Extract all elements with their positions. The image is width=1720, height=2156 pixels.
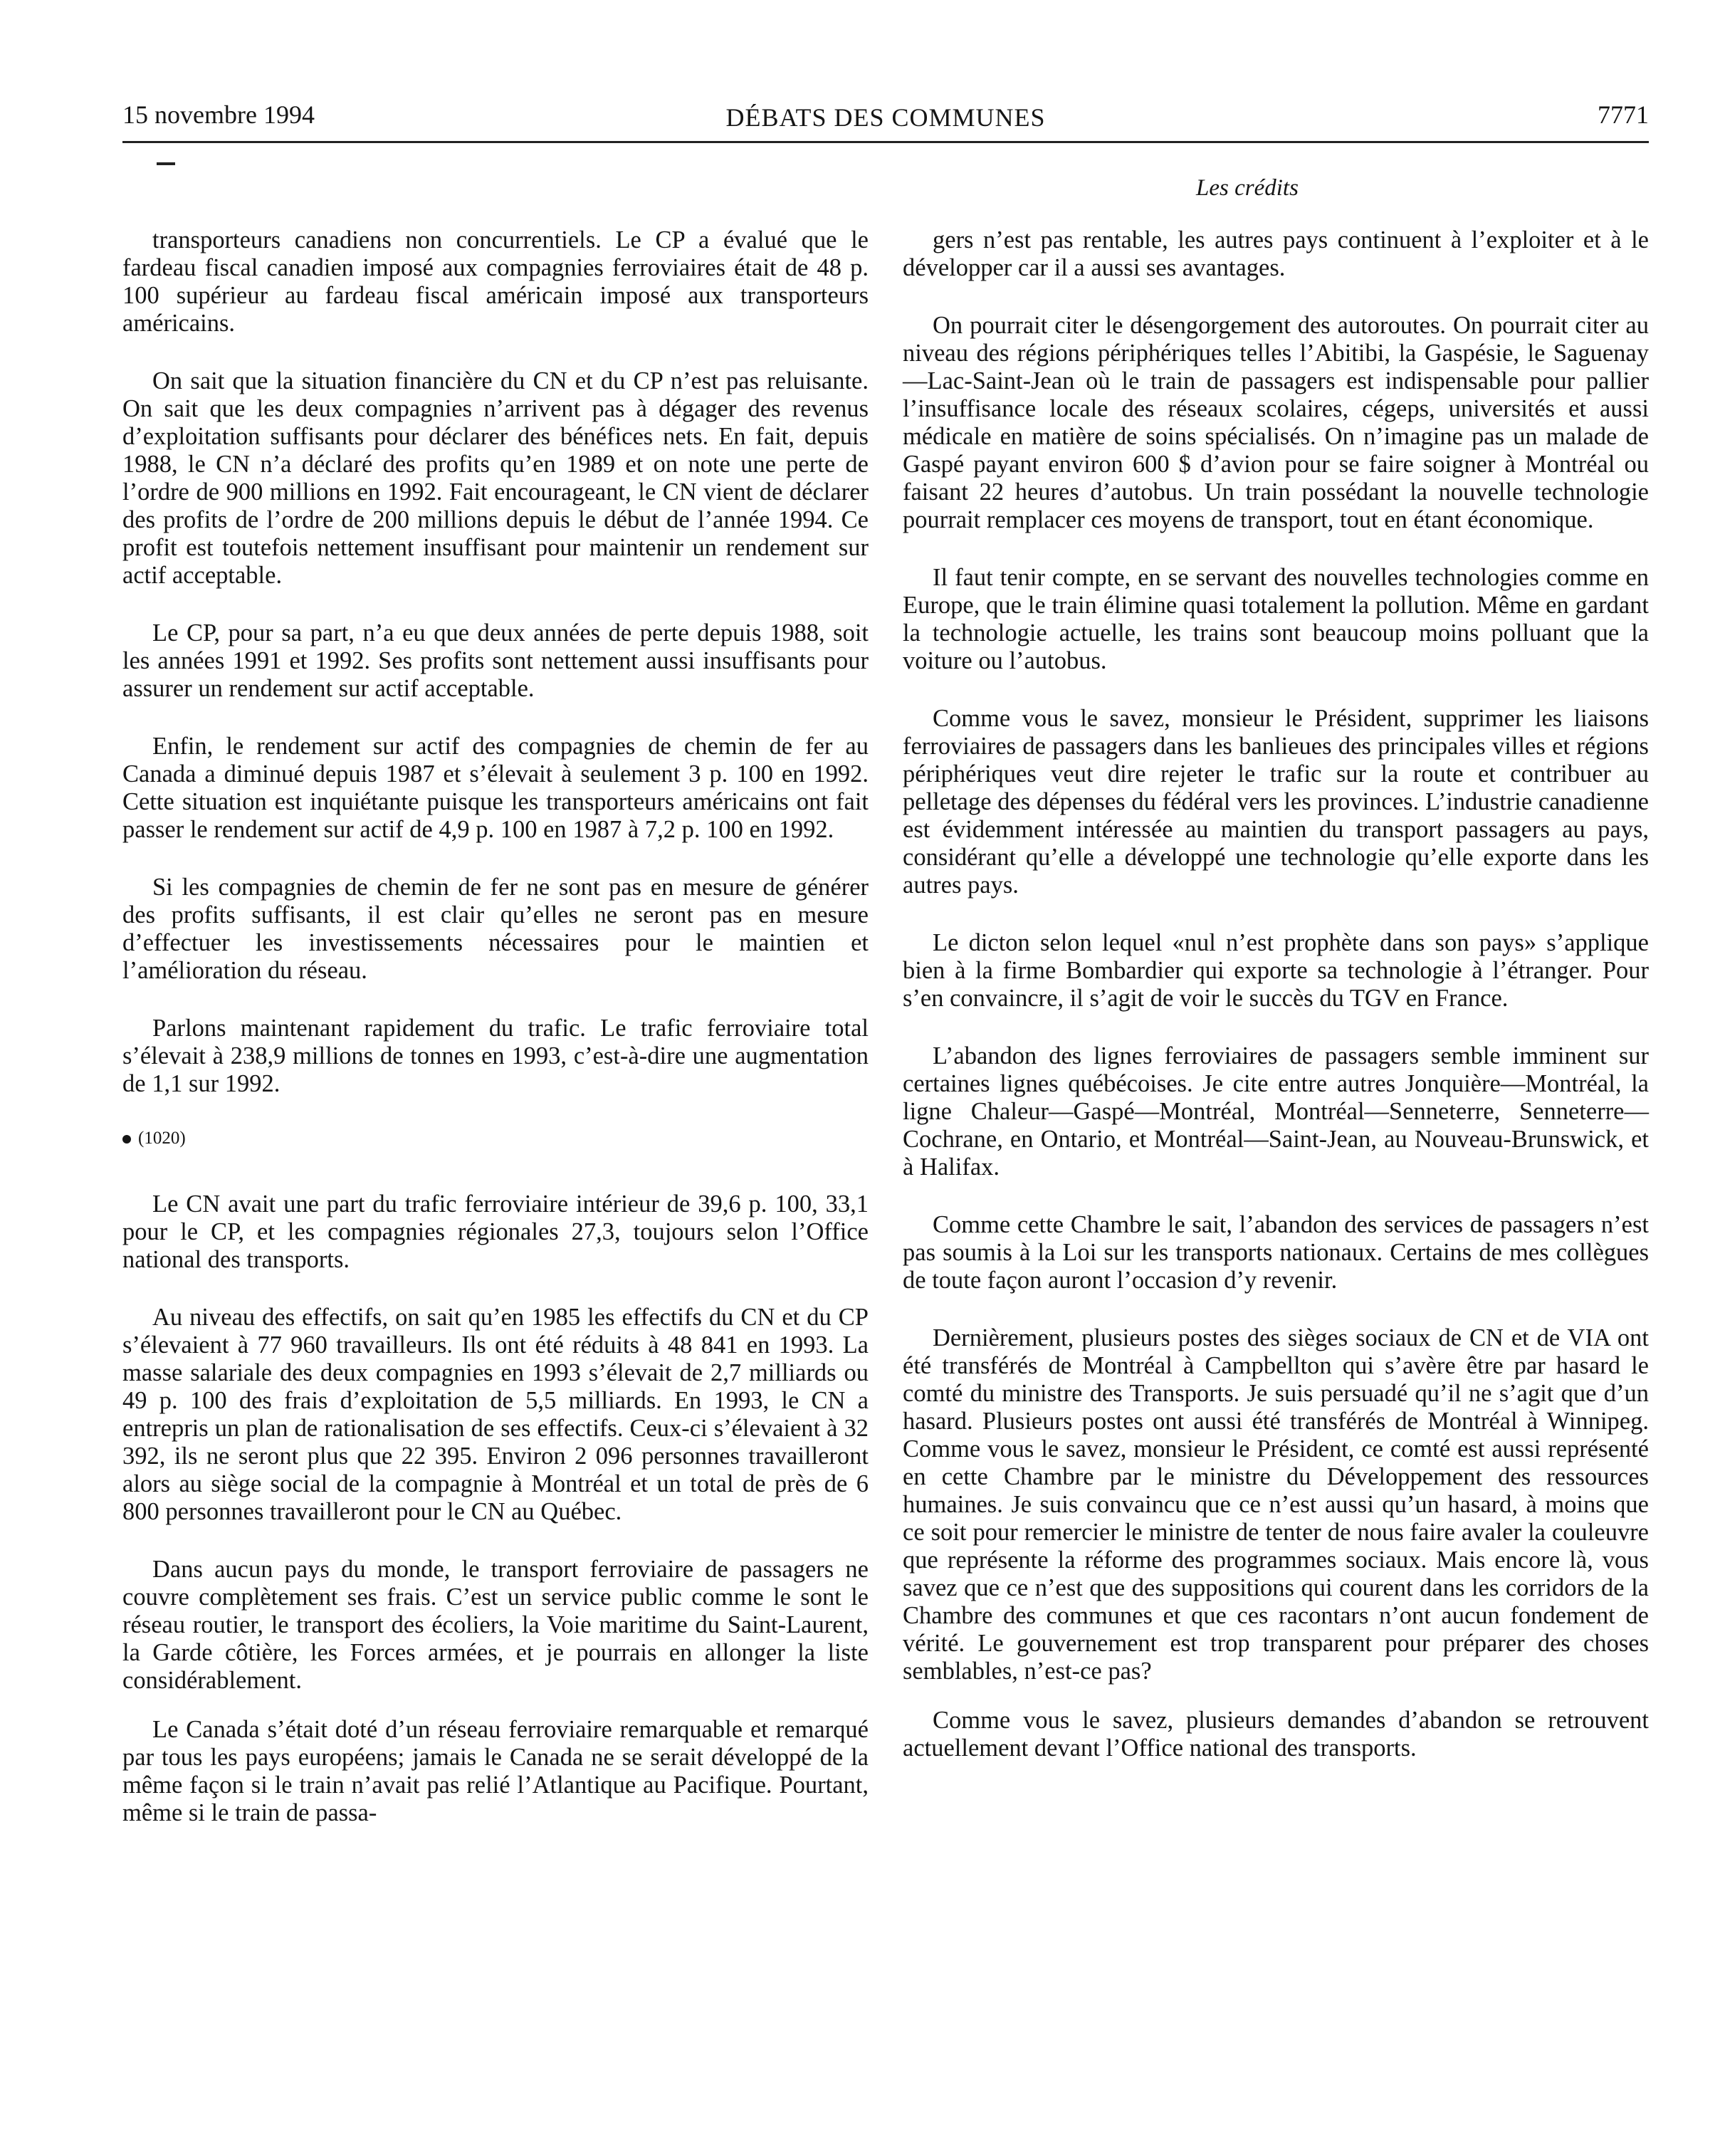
paragraph: Il faut tenir compte, en se servant des nouvelles technologies comme en Europe, que le train élimine quasi totalement la pollution. Même en gardant la technologie actuelle, les trains sont beaucoup moins polluant que la voiture ou l’autobus. (903, 564, 1649, 674)
page-header (122, 100, 1649, 140)
paragraph: Comme vous le savez, plusieurs demandes d’abandon se retrouvent actuellement devant l’Office national des transports. (903, 1707, 1649, 1762)
paragraph: Si les compagnies de chemin de fer ne sont pas en mesure de générer des profits suffisants, il est clair qu’elles ne seront pas en mesure d’effectuer les investissements nécessaires pour le maintien et l’amélioration du réseau. (122, 874, 869, 984)
paragraph: Comme vous le savez, monsieur le Président, supprimer les liaisons ferroviaires de passagers dans les banlieues des principales villes et régions périphériques veut dire rejeter le trafic sur la route et contribuer au pelletage des dépenses du fédéral vers les provinces. L’industrie canadienne est évidemment intéressée au maintien du transport passagers au pays, considérant qu’elle a développé une technologie qu’elle exporte dans les autres pays. (903, 705, 1649, 899)
paragraph: Enfin, le rendement sur actif des compagnies de chemin de fer au Canada a diminué depuis 1987 et s’élevait à seulement 3 p. 100 en 1992. Cette situation est inquiétante puisque les transporteurs américains ont fait passer le rendement sur actif de 4,9 p. 100 en 1987 à 7,2 p. 100 en 1992. (122, 733, 869, 843)
time-marker-label: (1020) (138, 1129, 186, 1148)
right-column (903, 226, 1649, 1792)
left-column (122, 226, 869, 1857)
paragraph: Le dicton selon lequel «nul n’est prophète dans son pays» s’applique bien à la firme Bombardier qui exporte sa technologie à l’étranger. Pour s’en convaincre, il s’agit de voir le succès du TGV en France. (903, 929, 1649, 1012)
paragraph: Parlons maintenant rapidement du trafic. Le trafic ferroviaire total s’élevait à 238,9 millions de tonnes en 1993, c’est-à-dire une augmentation de 1,1 sur 1992. (122, 1015, 869, 1097)
paragraph: On pourrait citer le désengorgement des autoroutes. On pourrait citer au niveau des régions périphériques telles l’Abitibi, la Gaspésie, le Saguenay—Lac-Saint-Jean où le train de passagers est indispensable pour pallier l’insuffisance locale des réseaux scolaires, cégeps, universités et aussi médicale en matière de soins spécialisés. On n’imagine pas un malade de Gaspé payant environ 600 $ d’avion pour se faire soigner à Montréal ou faisant 22 heures d’autobus. Un train possédant la nouvelle technologie pourrait remplacer ces moyens de transport, tout en étant économique. (903, 312, 1649, 533)
section-label: Les crédits (1196, 175, 1299, 201)
paragraph: Dernièrement, plusieurs postes des sièges sociaux de CN et de VIA ont été transférés de Montréal à Campbellton qui s’avère être par hasard le comté du ministre des Transports. Je suis persuadé qu’il ne s’agit que d’un hasard. Plusieurs postes ont aussi été transférés de Montréal à Winnipeg. Comme vous le savez, monsieur le Président, ce comté est aussi représenté en cette Chambre par le ministre du Développement des ressources humaines. Je suis convaincu que ce n’est aussi qu’un hasard, à moins que ce soit pour remercier le ministre de tenter de nous faire avaler la couleuvre que représente la réforme des programmes sociaux. Mais encore là, vous savez que ce n’est que des suppositions qui courent dans les corridors de la Chambre des communes et que ces racontars n’ont aucun fondement de vérité. Le gouvernement est trop transparent pour préparer des choses semblables, n’est-ce pas? (903, 1324, 1649, 1685)
header-title: DÉBATS DES COMMUNES (725, 103, 1046, 132)
paragraph: Au niveau des effectifs, on sait qu’en 1985 les effectifs du CN et du CP s’élevaient à 77 960 travailleurs. Ils ont été réduits à 48 841 en 1993. La masse salariale des deux compagnies en 1993 s’élevait de 2,7 milliards ou 49 p. 100 des frais d’exploitation de 5,5 milliards. En 1993, le CN a entrepris un plan de rationalisation de ses effectifs. Ceux-ci s’élevaient à 32 392, ils ne seront plus que 22 395. Environ 2 096 personnes travailleront alors au siège social de la compagnie à Montréal et un total de près de 6 800 personnes travailleront pour le CN au Québec. (122, 1304, 869, 1525)
paragraph: Le CP, pour sa part, n’a eu que deux années de perte depuis 1988, soit les années 1991 et 1992. Ses profits sont nettement aussi insuffisants pour assurer un rendement sur actif acceptable. (122, 619, 869, 702)
paragraph: L’abandon des lignes ferroviaires de passagers semble imminent sur certaines lignes québécoises. Je cite entre autres Jonquière—Montréal, la ligne Chaleur—Gaspé—Montréal, Montréal—Senneterre, Senneterre—Cochrane, en Ontario, et Montréal—Saint-Jean, au Nouveau-Brunswick, et à Halifax. (903, 1042, 1649, 1181)
paragraph: Comme cette Chambre le sait, l’abandon des services de passagers n’est pas soumis à la Loi sur les transports nationaux. Certains de mes collègues de toute façon auront l’occasion d’y revenir. (903, 1211, 1649, 1294)
paragraph: On sait que la situation financière du CN et du CP n’est pas reluisante. On sait que les deux compagnies n’arrivent pas à dégager des revenus d’exploitation suffisants pour déclarer des bénéfices nets. En fait, depuis 1988, le CN n’a déclaré des profits qu’en 1989 et on note une perte de l’ordre de 900 millions en 1992. Fait encourageant, le CN vient de déclarer des profits de l’ordre de 200 millions depuis le début de l’année 1994. Ce profit est toutefois nettement insuffisant pour maintenir un rendement sur actif acceptable. (122, 367, 869, 589)
bullet-icon (122, 1135, 131, 1144)
paragraph: Dans aucun pays du monde, le transport ferroviaire de passagers ne couvre complètement ses frais. C’est un service public comme le sont le réseau routier, le transport des écoliers, la Voie maritime du Saint-Laurent, la Garde côtière, les Forces armées, et je pourrais en allonger la liste considérablement. (122, 1556, 869, 1694)
header-page-number: 7771 (1598, 100, 1649, 129)
header-date: 15 novembre 1994 (122, 100, 315, 129)
time-marker (122, 1128, 869, 1149)
paragraph: transporteurs canadiens non concurrentiels. Le CP a évalué que le fardeau fiscal canadien imposé aux compagnies ferroviaires était de 48 p. 100 supérieur au fardeau fiscal américain imposé aux transporteurs américains. (122, 226, 869, 337)
header-rule (122, 141, 1649, 143)
paragraph: Le CN avait une part du trafic ferroviaire intérieur de 39,6 p. 100, 33,1 pour le CP, et les compagnies régionales 27,3, toujours selon l’Office national des transports. (122, 1190, 869, 1273)
paragraph: gers n’est pas rentable, les autres pays continuent à l’exploiter et à le développer car il a aussi ses avantages. (903, 226, 1649, 281)
paragraph: Le Canada s’était doté d’un réseau ferroviaire remarquable et remarqué par tous les pays européens; jamais le Canada ne se serait développé de la même façon si le train n’avait pas relié l’Atlantique au Pacifique. Pourtant, même si le train de passa- (122, 1716, 869, 1826)
dash-mark (157, 162, 175, 165)
